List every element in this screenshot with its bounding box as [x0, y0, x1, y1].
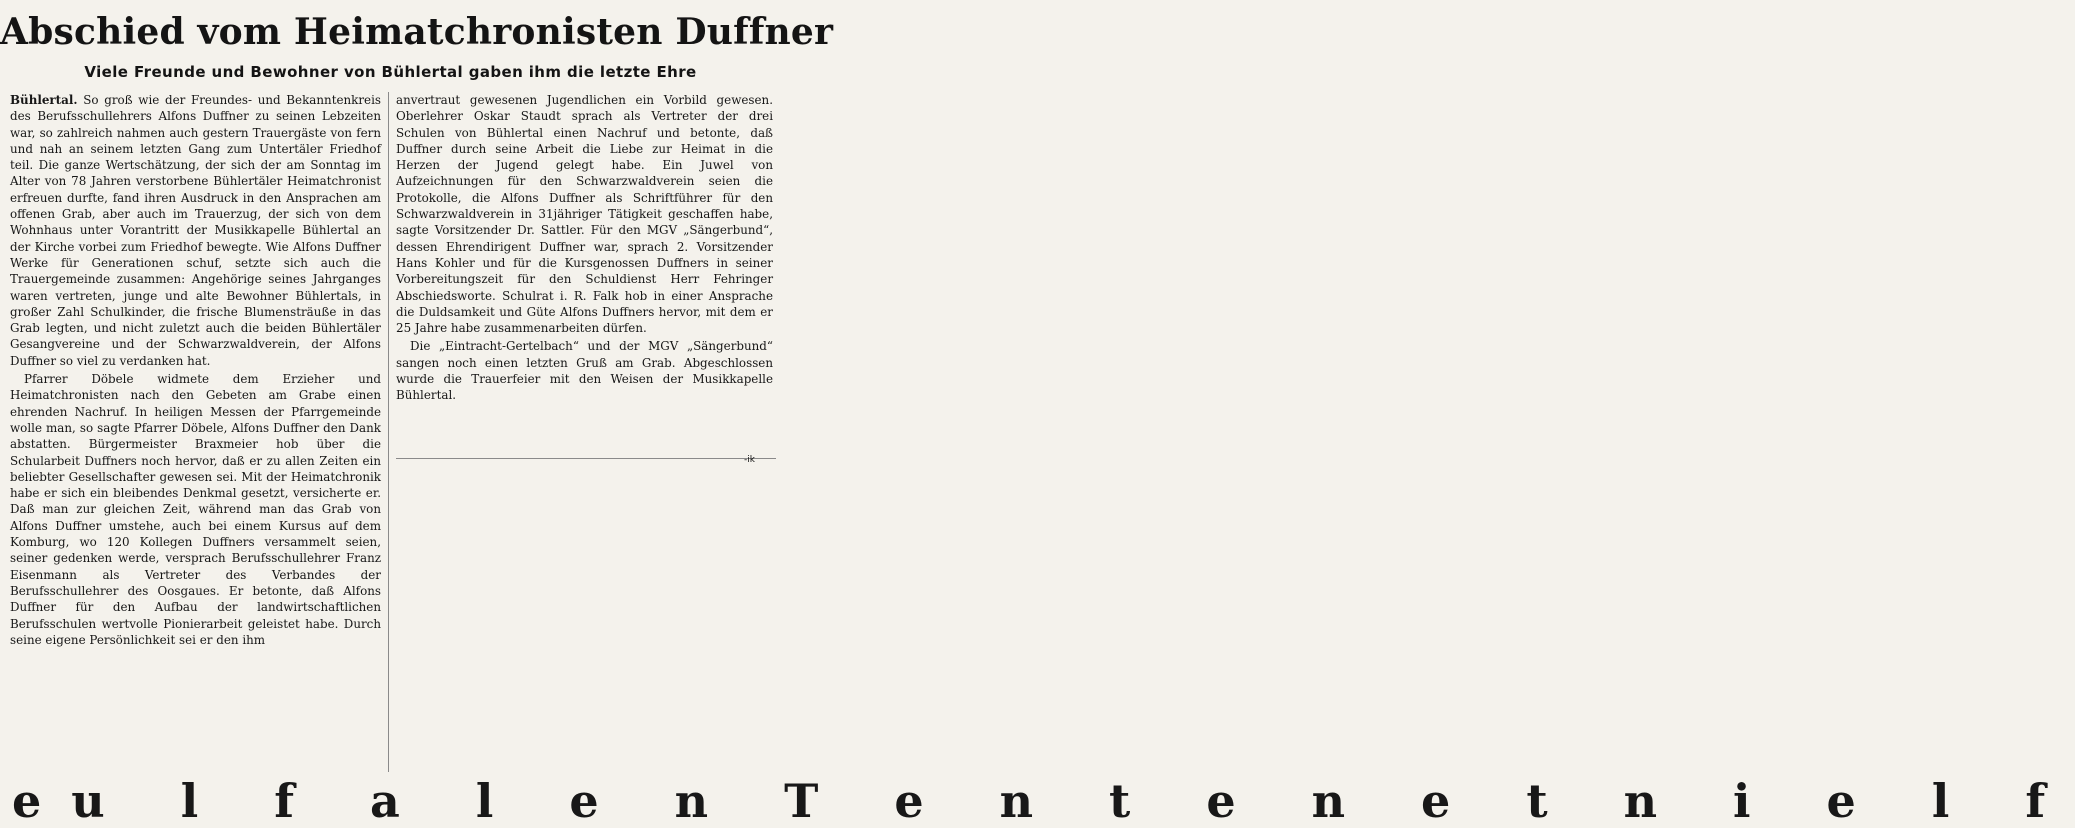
next-headline-fragment: eu l f a l e n T e n t e n e t n i e l f: [12, 774, 2075, 828]
paragraph-text: So groß wie der Freundes- und Bekanntenkreis des Berufsschullehrers Alfons Duffner zu seinen Lebzeiten war, so zahlreich nahmen auch gestern Trauergäste von fern und nah an seinem letzten Gang zum Untertäler Friedhof teil. Die ganze Wertschätzung, der sich der am Sonntag im Alter von 78 Jahren verstorbene Bühlertäler Heimatchronist erfreuen durfte, fand ihren Ausdruck in den Ansprachen am offenen Grab, aber auch im Trauerzug, der sich von dem Wohnhaus unter Vorantritt der Musikkapelle Bühlertal an der Kirche vorbei zum Friedhof bewegte. Wie Alfons Duffner Werke für Generationen schuf, setzte sich auch die Trauergemeinde zusammen: Angehörige seines Jahrganges waren vertreten, junge und alte Bewohner Bühlertals, in großer Zahl Schulkinder, die frische Blumensträuße in das Grab legten, und nicht zuletzt auch die beiden Bühlertäler Gesangvereine und der Schwarzwaldverein, der Alfons Duffner so viel zu verdanken hat.: [10, 93, 381, 368]
dateline: Bühlertal.: [10, 93, 78, 107]
article-end-rule: [396, 458, 776, 459]
next-article-headline-cutoff: [0, 768, 2075, 828]
article-subheadline: Viele Freunde und Bewohner von Bühlertal gaben ihm die letzte Ehre: [84, 63, 697, 81]
article-headline: Abschied vom Heimatchronisten Duffner: [0, 11, 834, 53]
article-paragraph: [10, 92, 381, 369]
article-paragraph: Die „Eintracht-Gertelbach“ und der MGV „Sängerbund“ sangen noch einen letzten Gruß am Grab. Abgeschlossen wurde die Trauerfeier mit den Weisen der Musikkapelle Bühlertal.: [396, 339, 773, 403]
article-paragraph: Pfarrer Döbele widmete dem Erzieher und Heimatchronisten nach den Gebeten am Grabe einen ehrenden Nachruf. In heiligen Messen der Pfarrgemeinde wolle man, so sagte Pfarrer Döbele, Alfons Duffner den Dank abstatten. Bürgermeister Braxmeier hob über die Schularbeit Duffners noch hervor, daß er zu allen Zeiten ein beliebter Gesellschafter gewesen sei. Mit der Heimatchronik habe er sich ein bleibendes Denkmal gesetzt, versicherte er. Daß man zur gleichen Zeit, während man das Grab von Alfons Duffner umstehe, auch bei einem Kursus auf dem Komburg, wo 120 Kollegen Duffners versammelt seien, seiner gedenken werde, versprach Berufsschullehrer Franz Eisenmann als Vertreter des Verbandes der Berufsschullehrer des Oosgaues. Er betonte, daß Alfons Duffner für den Aufbau der landwirtschaftlichen Berufsschulen wertvolle Pionierarbeit geleistet habe. Durch seine eigene Persönlichkeit sei er den ihm: [10, 372, 381, 647]
author-initials: -ik: [744, 455, 755, 465]
article-column-left: [10, 92, 381, 648]
article-column-right: [396, 92, 773, 404]
article-paragraph: anvertraut gewesenen Jugendlichen ein Vorbild gewesen. Oberlehrer Oskar Staudt sprach als Vertreter der drei Schulen von Bühlertal einen Nachruf und betonte, daß Duffner durch seine Arbeit die Liebe zur Heimat in die Herzen der Jugend gelegt habe. Ein Juwel von Aufzeichnungen für den Schwarzwaldverein seien die Protokolle, die Alfons Duffner als Schriftführer für den Schwarzwaldverein in 31jähriger Tätigkeit geschaffen habe, sagte Vorsitzender Dr. Sattler. Für den MGV „Sängerbund“, dessen Ehrendirigent Duffner war, sprach 2. Vorsitzender Hans Kohler und für die Kursgenossen Duffners in seiner Vorbereitungszeit für den Schuldienst Herr Fehringer Abschiedsworte. Schulrat i. R. Falk hob in einer Ansprache die Duldsamkeit und Güte Alfons Duffners hervor, mit dem er 25 Jahre habe zusammenarbeiten dürfen.: [396, 93, 773, 336]
column-divider: [388, 92, 389, 772]
